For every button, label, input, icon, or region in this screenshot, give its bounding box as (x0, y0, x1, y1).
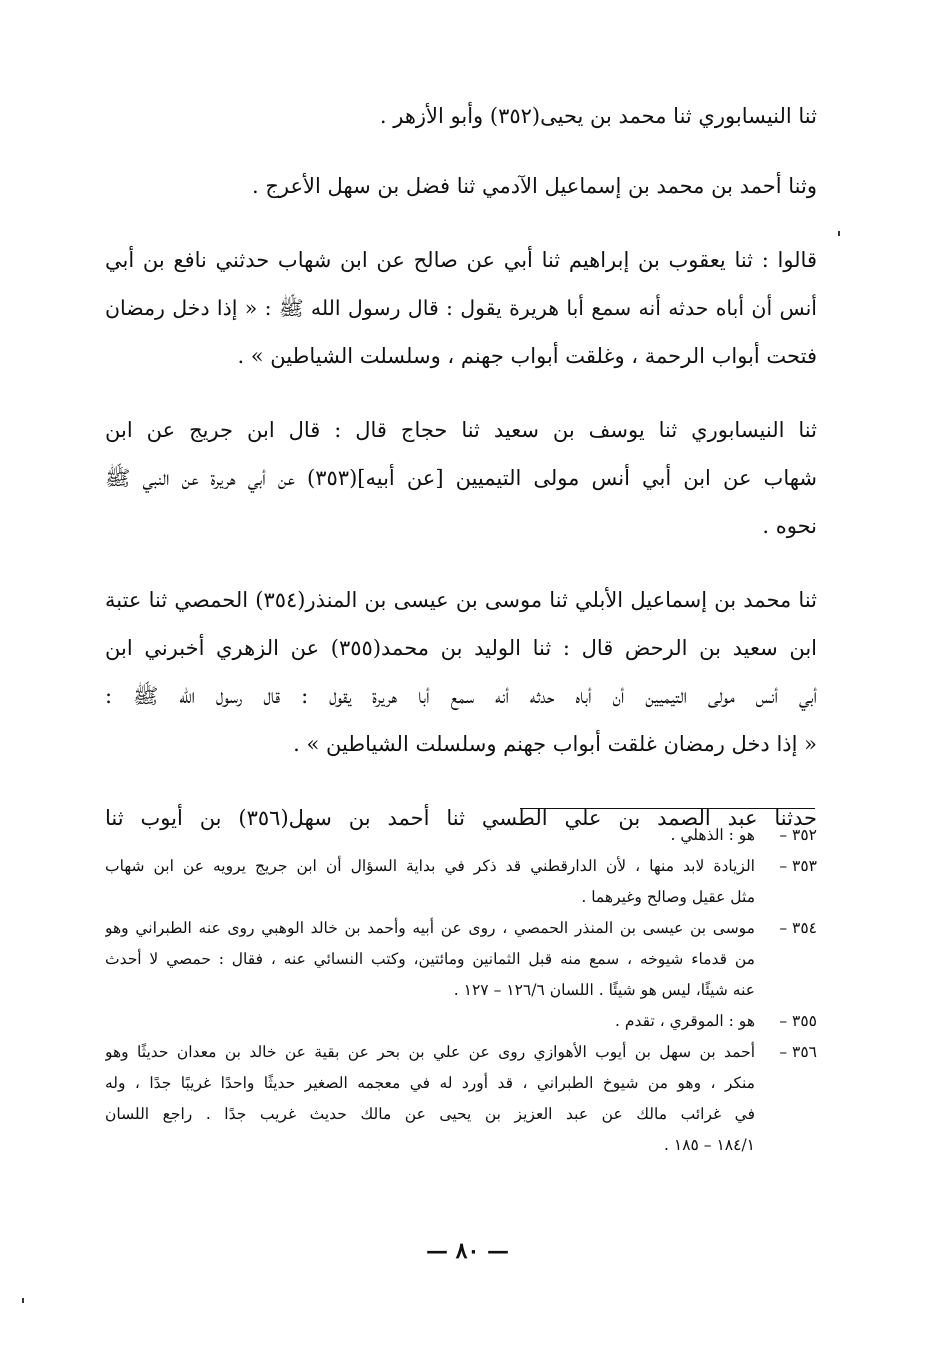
footnote-line: هو : الذهلي . (670, 826, 755, 844)
footnote-line: الزيادة لابد منها ، لأن الدارقطني قد ذكر في بداية السؤال أن ابن جريج يرويه عن ابن شهاب (105, 857, 755, 875)
paragraph-1 (105, 92, 817, 140)
text-line: قالوا : ثنا يعقوب بن إبراهيم ثنا أبي عن صالح عن ابن شهاب حدثني نافع بن أبي (105, 248, 817, 272)
text-line: ثنا محمد بن إسماعيل الأبلي ثنا موسى بن عيسى بن المنذر(٣٥٤) الحمصي ثنا عتبة (105, 588, 817, 612)
footnote-line: موسى بن عيسى بن المنذر الحمصي ، روى عن أبيه وأحمد بن خالد الوهبي روى عنه الطبراني وهو (105, 919, 755, 937)
footnote-line: منكر ، وهو من شيوخ الطبراني ، قد أورد له في معجمه الصغير حديثًا واحدًا غريبًا جدًا ، وله (105, 1074, 755, 1092)
footnote-number: ٣٥٣ – (779, 857, 817, 875)
footnote-line: هو : الموقري ، تقدم . (615, 1012, 755, 1030)
text-line: فتحت أبواب الرحمة ، وغلقت أبواب جهنم ، وسلسلت الشياطين » . (237, 344, 817, 368)
footnote-number: ٣٥٢ – (779, 826, 817, 844)
text-line: أبي أنس مولى التيميين أن أباه حدثه أنه سمع أبا هريرة يقول : قال رسول الله ﷺ : (105, 684, 817, 708)
footnote-354 (105, 913, 817, 1006)
page-number: — ٨٠ — (426, 1238, 509, 1264)
footnote-number: ٣٥٥ – (779, 1012, 817, 1030)
paragraph-2 (105, 162, 817, 210)
main-text (105, 92, 817, 842)
text-line: « إذا دخل رمضان غلقت أبواب جهنم وسلسلت الشياطين » . (293, 732, 817, 756)
footnote-355 (105, 1006, 817, 1037)
text-line: نحوه . (762, 514, 817, 538)
scan-speck (22, 1298, 24, 1303)
footnote-356 (105, 1037, 817, 1161)
footnote-353 (105, 851, 817, 913)
footnote-line: مثل عقيل وصالح وغيرهما . (581, 888, 755, 906)
text-line: وثنا أحمد بن محمد بن إسماعيل الآدمي ثنا فضل بن سهل الأعرج . (252, 174, 817, 198)
footnote-352 (105, 820, 817, 851)
text-line: حدثنا عبد الصمد بن علي الطسي ثنا أحمد بن سهل(٣٥٦) بن أيوب ثنا (105, 806, 817, 830)
scan-speck (838, 231, 840, 236)
footnote-line: ١٨٤/١ – ١٨٥ . (664, 1136, 755, 1154)
paragraph-3 (105, 236, 817, 380)
text-line: ابن سعيد بن الرحض قال : ثنا الوليد بن محمد(٣٥٥) عن الزهري أخبرني ابن (105, 636, 817, 660)
footnote-line: في غرائب مالك عن عبد العزيز بن يحيى عن مالك حديث غريب جدًا . راجع اللسان (105, 1105, 755, 1123)
paragraph-4 (105, 406, 817, 550)
text-line: ثنا النيسابوري ثنا يوسف بن سعيد ثنا حجاج قال : قال ابن جريج عن ابن (105, 418, 817, 442)
footnote-divider (520, 808, 815, 809)
text-line: أنس أن أباه حدثه أنه سمع أبا هريرة يقول : قال رسول الله ﷺ : « إذا دخل رمضان (105, 296, 817, 320)
footnote-number: ٣٥٤ – (779, 919, 817, 937)
footnote-line: أحمد بن سهل بن أيوب الأهوازي روى عن علي بن بحر عن بقية عن خالد بن معدان حديثًا وهو (105, 1043, 755, 1061)
paragraph-5 (105, 576, 817, 768)
text-line: شهاب عن ابن أبي أنس مولى التيميين [عن أبيه](٣٥٣) عن أبي هريرة عن النبي ﷺ (105, 466, 817, 490)
text-line: ثنا النيسابوري ثنا محمد بن يحيى(٣٥٢) وأبو الأزهر . (379, 104, 817, 128)
footnote-line: من قدماء شيوخه ، سمع منه قبل الثمانين ومائتين، وكتب النسائي عنه ، فقال : حمصي لا أحدث (105, 950, 755, 968)
footnote-line: عنه شيئًا، ليس هو شيئًا . اللسان ١٢٦/٦ – ١٢٧ . (453, 981, 755, 999)
footnotes (105, 820, 817, 1161)
footnote-number: ٣٥٦ – (779, 1043, 817, 1061)
